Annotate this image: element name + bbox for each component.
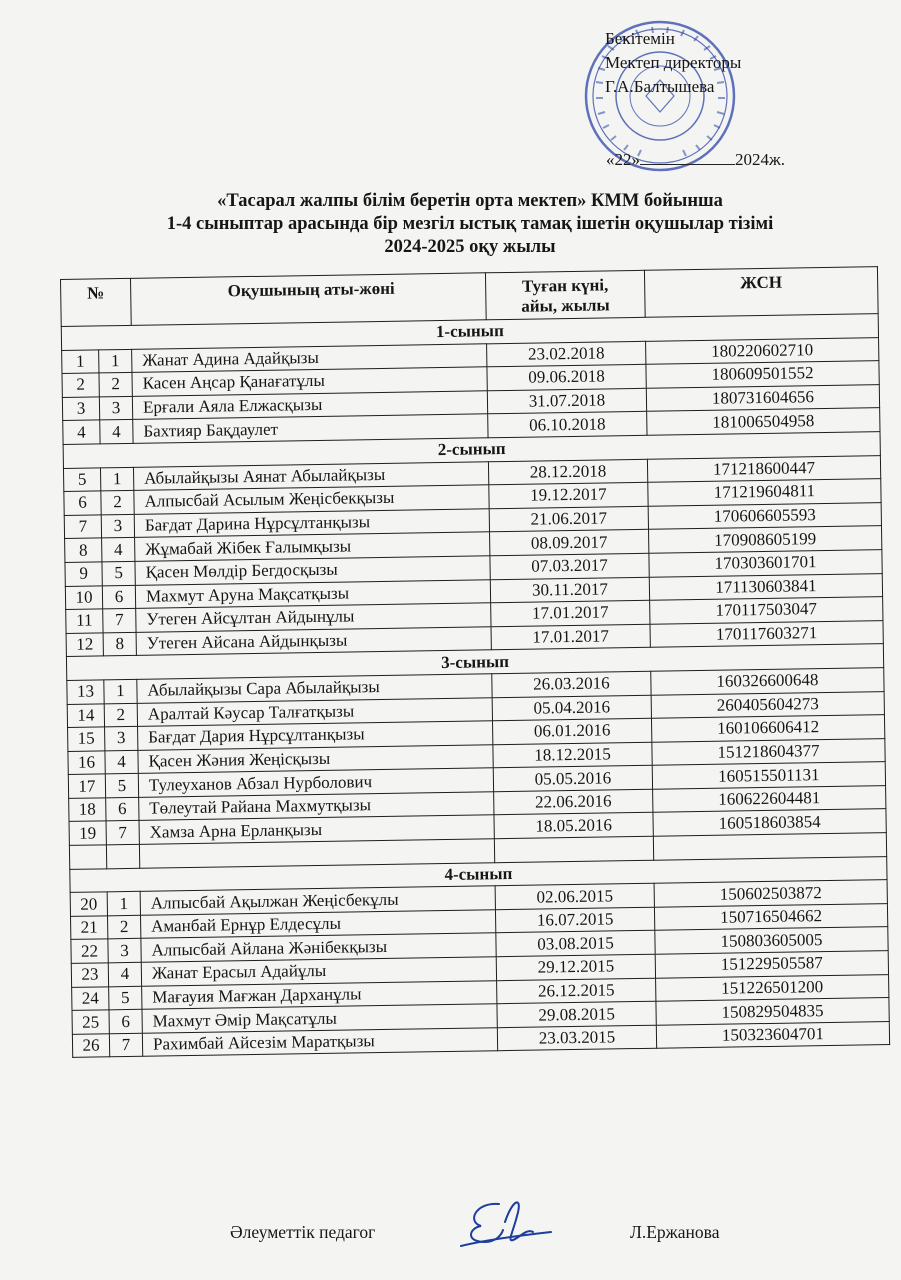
birth-date: 29.12.2015 xyxy=(496,954,655,980)
birth-date: 21.06.2017 xyxy=(489,506,648,532)
student-iin: 170908605199 xyxy=(649,526,882,553)
row-number: 10 xyxy=(65,585,102,609)
empty-cell xyxy=(494,836,653,862)
row-number: 3 xyxy=(62,397,99,421)
student-name: Махмут Аруна Мақсатқызы xyxy=(135,579,490,608)
row-class-number: 3 xyxy=(101,514,134,538)
birth-date: 19.12.2017 xyxy=(489,482,648,508)
row-class-number: 6 xyxy=(102,585,135,609)
title-line-3: 2024-2025 оқу жылы xyxy=(384,237,556,257)
student-name: Абылайқызы Аянат Абылайқызы xyxy=(133,461,488,490)
student-iin: 151229505587 xyxy=(655,951,888,978)
student-name: Тулеуханов Абзал Нурболович xyxy=(138,768,493,797)
student-iin: 151226501200 xyxy=(656,974,889,1001)
student-iin: 180220602710 xyxy=(646,337,879,364)
approval-date-day: «22» xyxy=(606,150,640,169)
birth-date: 09.06.2018 xyxy=(487,364,646,390)
row-class-number: 6 xyxy=(106,797,139,821)
student-name: Касен Аңсар Қанағатұлы xyxy=(132,367,487,396)
student-iin: 150602503872 xyxy=(654,880,887,907)
birth-date: 18.12.2015 xyxy=(493,742,652,768)
row-class-number: 4 xyxy=(108,962,141,986)
birth-date: 29.08.2015 xyxy=(497,1001,656,1027)
row-number: 1 xyxy=(62,349,99,373)
row-class-number: 3 xyxy=(105,726,138,750)
row-number: 25 xyxy=(72,1010,109,1034)
row-class-number: 5 xyxy=(109,986,142,1010)
row-number: 26 xyxy=(72,1034,109,1058)
student-iin: 150323604701 xyxy=(656,1021,889,1048)
birth-date: 28.12.2018 xyxy=(488,459,647,485)
birth-date: 17.01.2017 xyxy=(491,600,650,626)
row-class-number: 6 xyxy=(109,1010,142,1034)
student-name: Алпысбай Асылым Жеңісбекқызы xyxy=(134,485,489,514)
row-number: 17 xyxy=(68,774,105,798)
approval-date xyxy=(606,150,785,170)
header-id: ЖСН xyxy=(644,267,878,318)
row-number: 18 xyxy=(69,798,106,822)
row-class-number: 2 xyxy=(101,491,134,515)
title-line-2: 1-4 сыныптар арасында бір мезгіл ыстық тамақ ішетін оқушылар тізімі xyxy=(166,214,774,234)
row-number: 15 xyxy=(68,727,105,751)
student-iin: 160326600648 xyxy=(651,668,884,695)
approval-block xyxy=(605,27,741,99)
student-iin: 150716504662 xyxy=(654,903,887,930)
student-name: Қасен Жәния Жеңісқызы xyxy=(138,744,493,773)
header-name: Оқушының аты-жөні xyxy=(130,273,486,326)
row-number: 12 xyxy=(66,633,103,657)
row-class-number: 8 xyxy=(103,632,136,656)
student-iin: 170303601701 xyxy=(649,550,882,577)
row-class-number: 4 xyxy=(100,420,133,444)
student-name: Аралтай Кәусар Талғатқызы xyxy=(137,697,492,726)
row-number: 23 xyxy=(71,963,108,987)
student-name: Мағауия Мағжан Дарханұлы xyxy=(142,980,497,1009)
row-number: 19 xyxy=(69,821,106,845)
student-name: Хамза Арна Ерланқызы xyxy=(139,815,494,844)
group-label: 2-сынып xyxy=(63,432,880,468)
birth-date: 23.03.2015 xyxy=(497,1025,656,1051)
footer-name: Л.Ержанова xyxy=(630,1222,720,1242)
row-class-number: 3 xyxy=(99,396,132,420)
student-iin: 170117503047 xyxy=(650,597,883,624)
row-class-number: 7 xyxy=(106,821,139,845)
birth-date: 07.03.2017 xyxy=(490,553,649,579)
student-iin: 171219604811 xyxy=(648,479,881,506)
student-name: Утеген Айсана Айдынқызы xyxy=(136,626,491,655)
row-number: 6 xyxy=(64,491,101,515)
empty-cell xyxy=(106,844,139,868)
row-number: 8 xyxy=(65,538,102,562)
birth-date: 02.06.2015 xyxy=(495,883,654,909)
birth-date: 23.02.2018 xyxy=(487,341,646,367)
header-dob-line2: айы, жылы xyxy=(521,295,610,316)
row-class-number: 1 xyxy=(104,679,137,703)
student-name: Қасен Мөлдір Бегдосқызы xyxy=(135,556,490,585)
row-class-number: 3 xyxy=(108,939,141,963)
row-number: 13 xyxy=(67,680,104,704)
empty-cell xyxy=(69,845,106,869)
birth-date: 16.07.2015 xyxy=(495,907,654,933)
row-number: 14 xyxy=(67,703,104,727)
birth-date: 31.07.2018 xyxy=(487,388,646,414)
birth-date: 26.12.2015 xyxy=(497,978,656,1004)
student-name: Махмут Әмір Мақсатұлы xyxy=(142,1004,497,1033)
document-title xyxy=(60,190,880,259)
footer-role: Әлеуметтік педагог xyxy=(230,1222,376,1242)
row-number: 5 xyxy=(63,467,100,491)
student-iin: 180609501552 xyxy=(646,361,879,388)
table-body xyxy=(61,314,889,1058)
row-class-number: 2 xyxy=(99,373,132,397)
student-name: Аманбай Ернұр Елдесұлы xyxy=(141,910,496,939)
birth-date: 18.05.2016 xyxy=(494,813,653,839)
student-name: Төлеутай Райана Махмутқызы xyxy=(139,792,494,821)
row-class-number: 1 xyxy=(99,349,132,373)
row-class-number: 1 xyxy=(107,892,140,916)
row-number: 21 xyxy=(71,916,108,940)
row-class-number: 7 xyxy=(109,1033,142,1057)
student-iin: 171218600447 xyxy=(647,455,880,482)
row-class-number: 2 xyxy=(104,703,137,727)
header-dob-line1: Туған күні, xyxy=(521,275,609,296)
row-class-number: 2 xyxy=(108,915,141,939)
birth-date: 06.01.2016 xyxy=(492,718,651,744)
group-label: 3-сынып xyxy=(66,644,883,680)
row-class-number: 5 xyxy=(102,561,135,585)
student-name: Бағдат Дарина Нұрсұлтанқызы xyxy=(134,509,489,538)
row-number: 24 xyxy=(72,986,109,1010)
student-name: Утеген Айсұлтан Айдынұлы xyxy=(136,603,491,632)
header-dob xyxy=(485,270,645,319)
row-number: 9 xyxy=(65,562,102,586)
student-name: Жанат Адина Адайқызы xyxy=(132,343,487,372)
student-iin: 160518603854 xyxy=(653,809,886,836)
birth-date: 03.08.2015 xyxy=(496,931,655,957)
title-line-1: «Тасарал жалпы білім беретін орта мектеп» КММ бойынша xyxy=(217,191,723,211)
student-name: Абылайқызы Сара Абылайқызы xyxy=(137,674,492,703)
student-iin: 160622604481 xyxy=(653,785,886,812)
student-iin: 160106606412 xyxy=(651,715,884,742)
student-name: Бахтияр Бақдаулет xyxy=(133,414,488,443)
student-iin: 260405604273 xyxy=(651,691,884,718)
row-class-number: 4 xyxy=(105,750,138,774)
row-number: 22 xyxy=(71,939,108,963)
student-roster-table xyxy=(60,266,890,1058)
row-class-number: 1 xyxy=(100,467,133,491)
birth-date: 08.09.2017 xyxy=(490,530,649,556)
group-label: 4-сынып xyxy=(70,856,887,892)
student-iin: 170117603271 xyxy=(650,620,883,647)
student-iin: 151218604377 xyxy=(652,738,885,765)
row-number: 2 xyxy=(62,373,99,397)
approval-heading: Бекітемін xyxy=(605,29,675,48)
student-iin: 150829504835 xyxy=(656,998,889,1025)
student-name: Бағдат Дария Нұрсұлтанқызы xyxy=(138,721,493,750)
student-iin: 160515501131 xyxy=(652,762,885,789)
row-class-number: 5 xyxy=(105,774,138,798)
student-iin: 150803605005 xyxy=(655,927,888,954)
student-name: Жұмабай Жібек Ғалымқызы xyxy=(135,532,490,561)
row-number: 11 xyxy=(66,609,103,633)
row-number: 7 xyxy=(64,515,101,539)
approval-date-blank xyxy=(640,150,735,165)
header-num: № xyxy=(61,278,132,326)
approval-director-name: Г.А.Балтышева xyxy=(605,77,715,96)
birth-date: 22.06.2016 xyxy=(494,789,653,815)
student-iin: 180731604656 xyxy=(646,384,879,411)
signature-icon xyxy=(455,1192,555,1252)
student-name: Алпысбай Ақылжан Жеңісбекұлы xyxy=(140,886,495,915)
student-iin: 170606605593 xyxy=(648,502,881,529)
approval-date-year: 2024ж. xyxy=(735,150,785,169)
student-name: Рахимбай Айсезім Маратқызы xyxy=(142,1028,497,1057)
row-number: 16 xyxy=(68,751,105,775)
student-name: Ерғали Аяла Елжасқызы xyxy=(132,391,487,420)
birth-date: 05.04.2016 xyxy=(492,695,651,721)
student-iin: 171130603841 xyxy=(649,573,882,600)
birth-date: 05.05.2016 xyxy=(493,766,652,792)
birth-date: 06.10.2018 xyxy=(488,412,647,438)
row-number: 4 xyxy=(63,420,100,444)
row-number: 20 xyxy=(70,892,107,916)
student-name: Жанат Ерасыл Адайұлы xyxy=(141,957,496,986)
student-name: Алпысбай Айлана Жәнібекқызы xyxy=(141,933,496,962)
student-iin: 181006504958 xyxy=(647,408,880,435)
birth-date: 17.01.2017 xyxy=(491,624,650,650)
birth-date: 30.11.2017 xyxy=(490,577,649,603)
approval-position: Мектеп директоры xyxy=(605,53,742,72)
row-class-number: 7 xyxy=(103,608,136,632)
birth-date: 26.03.2016 xyxy=(492,671,651,697)
group-label: 1-сынып xyxy=(61,314,878,350)
row-class-number: 4 xyxy=(102,538,135,562)
